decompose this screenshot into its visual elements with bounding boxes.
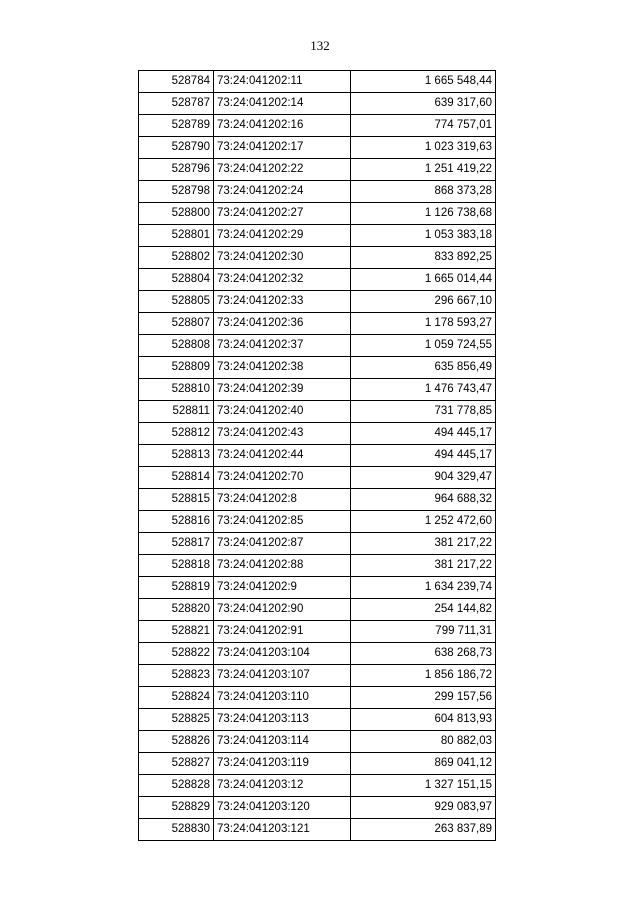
row-id-cell: 528813 [139, 445, 214, 467]
cadastral-value-cell: 1 251 419,22 [351, 159, 496, 181]
table-row [139, 445, 496, 467]
cadastral-value-cell: 604 813,93 [351, 709, 496, 731]
table-row [139, 533, 496, 555]
row-id-cell: 528808 [139, 335, 214, 357]
row-id-cell: 528828 [139, 775, 214, 797]
cadastral-value-cell: 1 665 548,44 [351, 71, 496, 93]
cadastral-number-cell: 73:24:041202:90 [214, 599, 351, 621]
cadastral-number-cell: 73:24:041202:38 [214, 357, 351, 379]
table-row [139, 555, 496, 577]
row-id-cell: 528814 [139, 467, 214, 489]
cadastral-value-cell: 1 059 724,55 [351, 335, 496, 357]
row-id-cell: 528790 [139, 137, 214, 159]
page-number: 132 [310, 38, 330, 53]
cadastral-number-cell: 73:24:041202:30 [214, 247, 351, 269]
row-id-cell: 528810 [139, 379, 214, 401]
cadastral-number-cell: 73:24:041203:119 [214, 753, 351, 775]
cadastral-number-cell: 73:24:041203:120 [214, 797, 351, 819]
cadastral-number-cell: 73:24:041202:17 [214, 137, 351, 159]
cadastral-value-cell: 869 041,12 [351, 753, 496, 775]
cadastral-number-cell: 73:24:041202:87 [214, 533, 351, 555]
cadastral-number-cell: 73:24:041202:37 [214, 335, 351, 357]
cadastral-value-cell: 1 634 239,74 [351, 577, 496, 599]
table-row [139, 489, 496, 511]
cadastral-value-table [138, 70, 496, 841]
cadastral-value-cell: 1 126 738,68 [351, 203, 496, 225]
cadastral-number-cell: 73:24:041202:85 [214, 511, 351, 533]
cadastral-value-cell: 1 178 593,27 [351, 313, 496, 335]
cadastral-value-cell: 296 667,10 [351, 291, 496, 313]
table-row [139, 137, 496, 159]
table-row [139, 291, 496, 313]
row-id-cell: 528820 [139, 599, 214, 621]
cadastral-value-cell: 638 268,73 [351, 643, 496, 665]
cadastral-number-cell: 73:24:041202:36 [214, 313, 351, 335]
cadastral-number-cell: 73:24:041202:40 [214, 401, 351, 423]
row-id-cell: 528829 [139, 797, 214, 819]
cadastral-value-cell: 774 757,01 [351, 115, 496, 137]
row-id-cell: 528807 [139, 313, 214, 335]
row-id-cell: 528827 [139, 753, 214, 775]
row-id-cell: 528824 [139, 687, 214, 709]
cadastral-value-cell: 1 476 743,47 [351, 379, 496, 401]
cadastral-number-cell: 73:24:041203:104 [214, 643, 351, 665]
cadastral-value-cell: 1 023 319,63 [351, 137, 496, 159]
table-row [139, 621, 496, 643]
cadastral-value-cell: 833 892,25 [351, 247, 496, 269]
cadastral-value-cell: 731 778,85 [351, 401, 496, 423]
row-id-cell: 528821 [139, 621, 214, 643]
row-id-cell: 528804 [139, 269, 214, 291]
cadastral-number-cell: 73:24:041202:32 [214, 269, 351, 291]
row-id-cell: 528822 [139, 643, 214, 665]
table-row [139, 423, 496, 445]
table-row [139, 159, 496, 181]
cadastral-value-cell: 635 856,49 [351, 357, 496, 379]
table-row [139, 269, 496, 291]
row-id-cell: 528816 [139, 511, 214, 533]
cadastral-number-cell: 73:24:041203:12 [214, 775, 351, 797]
table-row [139, 687, 496, 709]
cadastral-number-cell: 73:24:041202:44 [214, 445, 351, 467]
cadastral-number-cell: 73:24:041202:11 [214, 71, 351, 93]
cadastral-value-cell: 904 329,47 [351, 467, 496, 489]
cadastral-number-cell: 73:24:041202:27 [214, 203, 351, 225]
row-id-cell: 528787 [139, 93, 214, 115]
row-id-cell: 528823 [139, 665, 214, 687]
cadastral-value-cell: 1 665 014,44 [351, 269, 496, 291]
cadastral-value-cell: 254 144,82 [351, 599, 496, 621]
table-row [139, 709, 496, 731]
table-row [139, 577, 496, 599]
table-row [139, 753, 496, 775]
table-row [139, 379, 496, 401]
cadastral-number-cell: 73:24:041202:39 [214, 379, 351, 401]
cadastral-number-cell: 73:24:041202:70 [214, 467, 351, 489]
row-id-cell: 528805 [139, 291, 214, 313]
table-row [139, 225, 496, 247]
cadastral-value-cell: 799 711,31 [351, 621, 496, 643]
cadastral-number-cell: 73:24:041202:9 [214, 577, 351, 599]
cadastral-value-cell: 381 217,22 [351, 555, 496, 577]
cadastral-number-cell: 73:24:041202:91 [214, 621, 351, 643]
cadastral-value-cell: 494 445,17 [351, 423, 496, 445]
cadastral-value-cell: 639 317,60 [351, 93, 496, 115]
cadastral-number-cell: 73:24:041202:8 [214, 489, 351, 511]
cadastral-value-cell: 1 252 472,60 [351, 511, 496, 533]
cadastral-value-cell: 80 882,03 [351, 731, 496, 753]
table-row [139, 467, 496, 489]
cadastral-value-cell: 381 217,22 [351, 533, 496, 555]
row-id-cell: 528796 [139, 159, 214, 181]
cadastral-number-cell: 73:24:041202:22 [214, 159, 351, 181]
row-id-cell: 528825 [139, 709, 214, 731]
cadastral-number-cell: 73:24:041202:29 [214, 225, 351, 247]
table-row [139, 115, 496, 137]
row-id-cell: 528830 [139, 819, 214, 841]
cadastral-number-cell: 73:24:041202:24 [214, 181, 351, 203]
table-row [139, 93, 496, 115]
table-row [139, 203, 496, 225]
row-id-cell: 528818 [139, 555, 214, 577]
row-id-cell: 528802 [139, 247, 214, 269]
table-row [139, 643, 496, 665]
cadastral-value-cell: 263 837,89 [351, 819, 496, 841]
table-body [139, 71, 496, 841]
table-row [139, 181, 496, 203]
cadastral-number-cell: 73:24:041202:14 [214, 93, 351, 115]
cadastral-number-cell: 73:24:041203:113 [214, 709, 351, 731]
row-id-cell: 528817 [139, 533, 214, 555]
cadastral-number-cell: 73:24:041203:110 [214, 687, 351, 709]
cadastral-value-cell: 929 083,97 [351, 797, 496, 819]
table-row [139, 819, 496, 841]
table-row [139, 665, 496, 687]
cadastral-number-cell: 73:24:041202:88 [214, 555, 351, 577]
table-row [139, 357, 496, 379]
cadastral-value-cell: 1 327 151,15 [351, 775, 496, 797]
cadastral-number-cell: 73:24:041202:16 [214, 115, 351, 137]
table-row [139, 71, 496, 93]
table-row [139, 599, 496, 621]
row-id-cell: 528812 [139, 423, 214, 445]
row-id-cell: 528809 [139, 357, 214, 379]
row-id-cell: 528815 [139, 489, 214, 511]
row-id-cell: 528784 [139, 71, 214, 93]
table-row [139, 313, 496, 335]
row-id-cell: 528826 [139, 731, 214, 753]
cadastral-value-cell: 1 856 186,72 [351, 665, 496, 687]
cadastral-number-cell: 73:24:041202:33 [214, 291, 351, 313]
cadastral-value-cell: 868 373,28 [351, 181, 496, 203]
table-row [139, 511, 496, 533]
cadastral-number-cell: 73:24:041203:121 [214, 819, 351, 841]
cadastral-number-cell: 73:24:041203:107 [214, 665, 351, 687]
row-id-cell: 528801 [139, 225, 214, 247]
cadastral-value-cell: 1 053 383,18 [351, 225, 496, 247]
cadastral-value-cell: 494 445,17 [351, 445, 496, 467]
row-id-cell: 528800 [139, 203, 214, 225]
table-row [139, 797, 496, 819]
cadastral-value-cell: 964 688,32 [351, 489, 496, 511]
cadastral-value-cell: 299 157,56 [351, 687, 496, 709]
table-row [139, 731, 496, 753]
row-id-cell: 528811 [139, 401, 214, 423]
row-id-cell: 528819 [139, 577, 214, 599]
table-row [139, 775, 496, 797]
row-id-cell: 528798 [139, 181, 214, 203]
row-id-cell: 528789 [139, 115, 214, 137]
table-row [139, 401, 496, 423]
table-row [139, 247, 496, 269]
cadastral-number-cell: 73:24:041203:114 [214, 731, 351, 753]
table-row [139, 335, 496, 357]
cadastral-number-cell: 73:24:041202:43 [214, 423, 351, 445]
